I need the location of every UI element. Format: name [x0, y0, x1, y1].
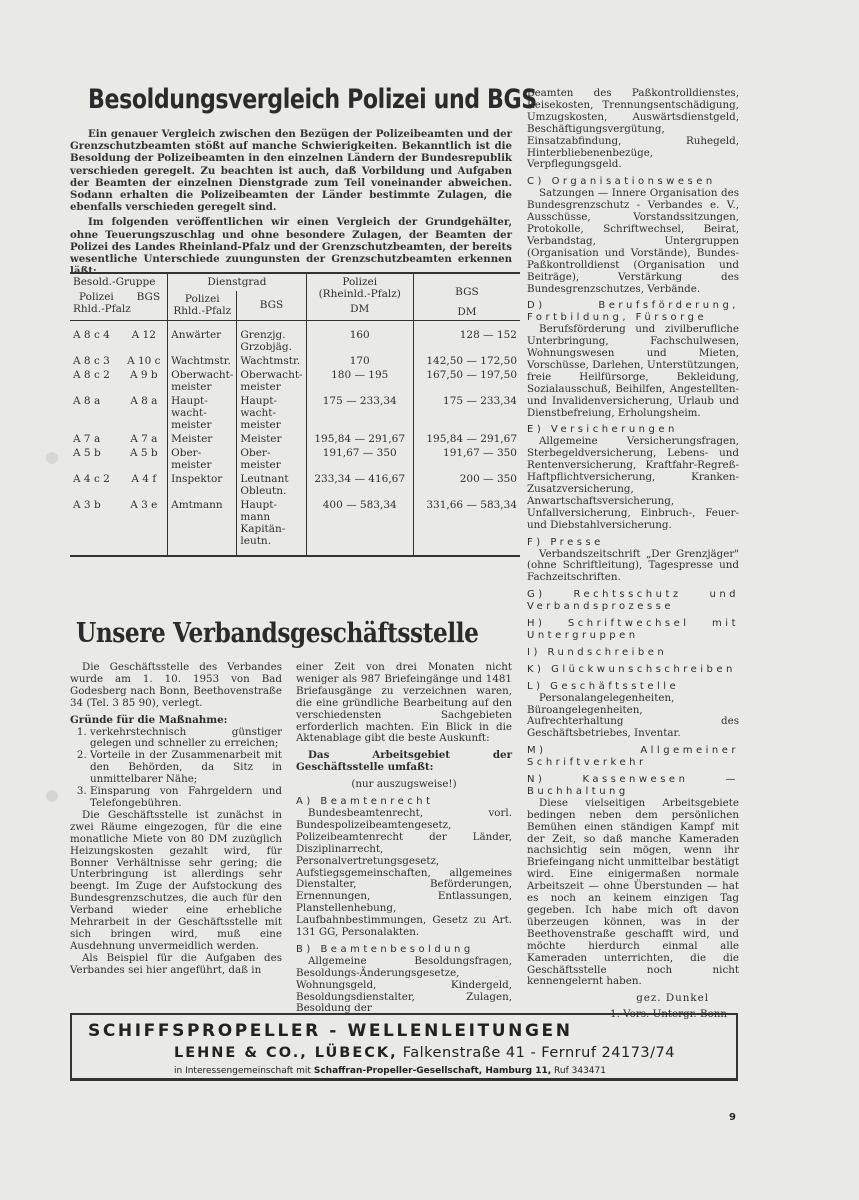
work-heading: Das Arbeitsgebiet der Geschäftsstelle umfaßt: [296, 749, 512, 774]
section-text-f: Verbandszeitschrift „Der Grenzjäger" (ohne Schriftleitung), Tagespresse und Fachzeitschriften. [527, 547, 739, 584]
pay-polizei-cell: 400 — 583,34 [306, 498, 413, 556]
section-heading-n: N) Kassenwesen — Buchhaltung [527, 774, 739, 797]
pay-polizei-cell: 160 [306, 321, 413, 355]
pay-bgs-cell: 167,50 — 197,50 [413, 368, 520, 394]
paragraph: einer Zeit von drei Monaten nicht weniger als 987 Briefeingänge und 1481 Briefausgänge zu verzeichnen waren, die eine gründliche Bearbeitung auf den verschiedensten Sachgebieten erforderlich machten. Ein Blick in die Aktenablage gibt die beste Auskunft: [296, 661, 512, 745]
paragraph: Die Geschäftsstelle des Verbandes wurde am 1. 10. 1953 von Bad Godesberg nach Bonn, Beethovenstraße 34 (Tel. 3 85 90), verlegt. [70, 661, 282, 709]
group-bgs-cell: A 5 b [129, 447, 158, 459]
group-polizei-cell: A 7 a [73, 433, 101, 445]
reason-item: 3. Einsparung von Fahrgeldern und Telefongebühren. [90, 786, 282, 810]
column-3 [527, 88, 739, 1021]
pay-bgs-cell: 128 — 152 [413, 321, 520, 355]
article-title-verbandsgeschaeftsstelle: Unsere Verbandsgeschäftsstelle [76, 618, 479, 649]
table-row [70, 354, 520, 368]
rank-polizei-cell: Ober-meister [168, 446, 237, 472]
intro-paragraph: Im folgenden veröffentlichen wir einen Vergleich der Grundgehälter, ohne Teuerungszuschlag und ohne besondere Zulagen, der Beamten der Polizei des Landes Rheinland-Pfalz und der Grenzschutzbeamten, der bereits wesentliche Unterschiede zuungunsten der Grenzschutzbeamten erkennen läßt: [70, 216, 512, 278]
group-bgs-cell: A 10 c [127, 355, 161, 367]
ad-partner-line: in Interessengemeinschaft mit Schaffran-Propeller-Gesellschaft, Hamburg 11, Ruf 343471 [174, 1066, 606, 1076]
article-intro [70, 128, 512, 277]
pay-bgs-cell: 175 — 233,34 [413, 394, 520, 432]
section-text-l: Personalangelegenheiten, Büroangelegenheiten, Aufrechterhaltung des Geschäftsbetriebes, Inventar. [527, 691, 739, 740]
table-row [70, 446, 520, 472]
group-polizei-cell: A 8 a [73, 395, 101, 407]
section-heading-e: E) Versicherungen [527, 424, 678, 436]
pay-polizei-cell: 195,84 — 291,67 [306, 432, 413, 446]
column-1 [70, 662, 282, 977]
group-polizei-cell: A 3 b [73, 499, 101, 511]
section-text-c: Satzungen — Innere Organisation des Bundesgrenzschutz - Verbandes e. V., Ausschüsse, Vorstandssitzungen, Protokolle, Schriftwechsel, Beirat, Verbandstag, Untergruppen (Organisation und Vorstände), Bundes-Paßkontrolldienst (Organisation und Beiträge), Verstärkung des Bundesgrenzschutzes, Verbände. [527, 187, 739, 295]
section-heading-g: G) Rechtsschutz und Verbandsprozesse [527, 589, 739, 613]
group-bgs-cell: A 3 e [130, 499, 158, 511]
rank-bgs-cell: Leutnant Obleutn. [237, 472, 306, 498]
rank-polizei-cell: Anwärter [168, 321, 237, 355]
section-heading-h: H) Schriftwechsel mit Untergruppen [527, 618, 739, 641]
rank-polizei-cell: Inspektor [168, 472, 237, 498]
paragraph: Als Beispiel für die Aufgaben des Verbandes sei hier angeführt, daß in [70, 951, 282, 976]
section-text-a: Bundesbeamtenrecht, vorl. Bundespolizeibeamtengesetz, Polizeibeamtenrecht der Länder, Disziplinarrecht, Personalvertretungsgesetz, Aufstiegsgemeinschaften, allgemeines Dienstalter, Beförderungen, Ernennungen, Entlassungen, Planstellenhebung, Laufbahnbestimmungen, Gesetz zu Art. 131 GG, Personalakten. [296, 806, 512, 939]
salary-comparison-table [70, 272, 520, 557]
rank-bgs-cell: Ober-meister [237, 446, 306, 472]
pay-bgs-cell: 195,84 — 291,67 [413, 432, 520, 446]
advertisement-box [70, 1013, 738, 1081]
rank-bgs-cell: Haupt-mann Kapitän-leutn. [237, 498, 306, 556]
section-heading-k: K) Glückwunschschreiben [527, 663, 736, 675]
group-polizei-cell: A 8 c 3 [73, 355, 110, 367]
signature-role: 1. Vors. Untergr. Bonn [610, 1008, 727, 1021]
group-polizei-cell: A 4 c 2 [73, 473, 110, 485]
header-pay-polizei: Polizei (Rheinld.-Pfalz) DM [306, 273, 413, 321]
group-polizei-cell: A 8 c 4 [73, 329, 110, 341]
table-row [70, 321, 520, 355]
header-group-sub: Polizei BGS Rhld.-Pfalz [70, 291, 168, 321]
signature: gez. Dunkel [636, 992, 709, 1005]
section-heading-d: D) Berufsförderung, Fortbildung, Fürsorge [527, 300, 739, 324]
header-pay-bgs: BGS DM [413, 273, 520, 321]
section-heading-f: F) Presse [527, 536, 604, 548]
pay-polizei-cell: 170 [306, 354, 413, 368]
group-bgs-cell: A 8 a [130, 395, 158, 407]
group-bgs-cell: A 12 [131, 329, 156, 341]
punch-hole [46, 790, 58, 802]
pay-polizei-cell: 233,34 — 416,67 [306, 472, 413, 498]
rank-bgs-cell: Wachtmstr. [237, 354, 306, 368]
article-title-besoldungsvergleich: Besoldungsvergleich Polizei und BGS [88, 84, 537, 115]
ad-phone: Ruf 343471 [554, 1066, 606, 1076]
intro-paragraph: Ein genauer Vergleich zwischen den Bezügen der Polizeibeamten und der Grenzschutzbeamten stößt auf manche Schwierigkeiten. Bekanntlich ist die Besoldung der Polizeibeamten in den einzelnen Ländern der Bundesrepublik verschieden geregelt. Zu beachten ist auch, daß Vorbildung und Aufgaben der Beamten der einzelnen Dienstgrade zum Teil voneinander abweichen. Sodann erhalten die Polizeibeamten der Länder bestimmte Zulagen, die ebenfalls verschieden geregelt sind. [70, 128, 512, 214]
section-text-e: Allgemeine Versicherungsfragen, Sterbegeldversicherung, Lebens- und Rentenversicherung, Kraftfahr-Regreß-Haftpflichtversicherung, Kranken-Zusatzversicherung, Anwartschaftsversicherung, Unfallversicherung, Einbruch-, Feuer- und Diebstahlversicherung. [527, 435, 739, 531]
rank-polizei-cell: Haupt-wacht-meister [168, 394, 237, 432]
group-bgs-cell: A 7 a [130, 433, 158, 445]
ad-partner: Schaffran-Propeller-Gesellschaft, Hamburg 11, [313, 1066, 552, 1076]
section-heading-m: M) Allgemeiner Schriftverkehr [527, 745, 739, 769]
group-bgs-cell: A 9 b [129, 369, 158, 381]
pay-bgs-cell: 331,66 — 583,34 [413, 498, 520, 556]
section-text-b-continued: Beamten des Paßkontrolldienstes, Reisekosten, Trennungsentschädigung, Umzugskosten, Auswärtsdienstgeld, Beschäftigungsvergütung, Einsatzabfindung, Ruhegeld, Hinterbliebenenbezüge, Verpflegungsgeld. [527, 87, 739, 171]
table-row [70, 472, 520, 498]
reasons-heading: Gründe für die Maßnahme: [70, 713, 228, 726]
reason-item: 2. Vorteile in der Zusammenarbeit mit den Behörden, da Sitz in unmittelbarer Nähe; [90, 750, 282, 786]
header-rank: Dienstgrad [168, 273, 306, 291]
paragraph: Die Geschäftsstelle ist zunächst in zwei Räume eingezogen, für die eine monatliche Miete von 80 DM zuzüglich Heizungskosten gezahlt wird, für Bonner Verhältnisse sehr gering; die Unterbringung ist allerdings sehr beengt. Im Zuge der Aufstockung des Bundesgrenzschutzes, die auch für den Verband wieder eine erhebliche Mehrarbeit in der Geschäftsstelle mit sich bringen wird, muß eine Ausdehnung unvermeidlich werden. [70, 808, 282, 952]
pay-bgs-cell: 142,50 — 172,50 [413, 354, 520, 368]
pay-polizei-cell: 180 — 195 [306, 368, 413, 394]
ad-company: LEHNE & CO., LÜBECK, [174, 1045, 398, 1061]
rank-polizei-cell: Meister [168, 432, 237, 446]
pay-bgs-cell: 200 — 350 [413, 472, 520, 498]
ad-address: Falkenstraße 41 - Fernruf 24173/74 [402, 1045, 675, 1061]
rank-bgs-cell: Grenzjg. Grzobjäg. [237, 321, 306, 355]
section-heading-a: A) Beamtenrecht [296, 796, 434, 808]
pay-bgs-cell: 191,67 — 350 [413, 446, 520, 472]
rank-polizei-cell: Oberwacht-meister [168, 368, 237, 394]
table-row [70, 432, 520, 446]
pay-polizei-cell: 175 — 233,34 [306, 394, 413, 432]
section-heading-l: L) Geschäftsstelle [527, 680, 680, 692]
header-group: Besold.-Gruppe [73, 276, 156, 288]
table-row [70, 394, 520, 432]
group-polizei-cell: A 5 b [73, 447, 101, 459]
ad-company-line [174, 1045, 675, 1061]
column-2 [296, 662, 512, 1015]
header-rank-polizei: Polizei Rhld.-Pfalz [168, 291, 237, 321]
table-row [70, 498, 520, 556]
table-row [70, 368, 520, 394]
section-text-b: Allgemeine Besoldungsfragen, Besoldungs-Änderungsgesetze, Wohnungsgeld, Kindergeld, Besoldungsdienstalter, Zulagen, Besoldung der [296, 954, 512, 1015]
ad-headline: SCHIFFSPROPELLER - WELLENLEITUNGEN [88, 1021, 573, 1041]
rank-bgs-cell: Meister [237, 432, 306, 446]
rank-polizei-cell: Amtmann [168, 498, 237, 556]
reason-item: 1. verkehrstechnisch günstiger gelegen und schneller zu erreichen; [90, 727, 282, 751]
section-heading-b: B) Beamtenbesoldung [296, 943, 474, 955]
closing-paragraph: Diese vielseitigen Arbeitsgebiete bedingen neben dem persönlichen Bemühen einen ständigen Kampf mit der Zeit, so daß manche Kameraden nachsichtig sein mögen, wenn ihr Briefeingang nicht unmittelbar bestätigt wird. Eine einigermaßen normale Arbeitszeit — ohne Überstunden — hat es noch an keinem einzigen Tag gegeben. Ich habe mich oft davon überzeugen können, was in der Beethovenstraße geschafft wird, und möchte hierdurch einmal alle Kameraden unterrichten, die die Geschäftsstelle noch nicht kennengelernt haben. [527, 796, 739, 988]
section-heading-c: C) Organisationswesen [527, 176, 716, 188]
section-heading-i: I) Rundschreiben [527, 646, 668, 658]
rank-bgs-cell: Oberwacht-meister [237, 368, 306, 394]
reasons-list [70, 727, 282, 810]
group-bgs-cell: A 4 f [131, 473, 157, 485]
excerpt-note: (nur auszugsweise!) [351, 778, 457, 791]
punch-hole [46, 452, 58, 464]
rank-bgs-cell: Haupt-wacht-meister [237, 394, 306, 432]
rank-polizei-cell: Wachtmstr. [168, 354, 237, 368]
group-polizei-cell: A 8 c 2 [73, 369, 110, 381]
pay-polizei-cell: 191,67 — 350 [306, 446, 413, 472]
section-text-d: Berufsförderung und zivilberufliche Unterbringung, Fachschulwesen, Wohnungswesen und Mieten, Vorschüsse, Darlehen, Unterstützungen, freie Heilfürsorge, Bekleidung, Sozialausschuß, Beihilfen, Angestellten- und Invalidenversicherung, Urlaub und Dienstbefreiung, Erholungsheim. [527, 323, 739, 419]
header-rank-bgs: BGS [237, 291, 306, 321]
page-number: 9 [729, 1112, 736, 1123]
